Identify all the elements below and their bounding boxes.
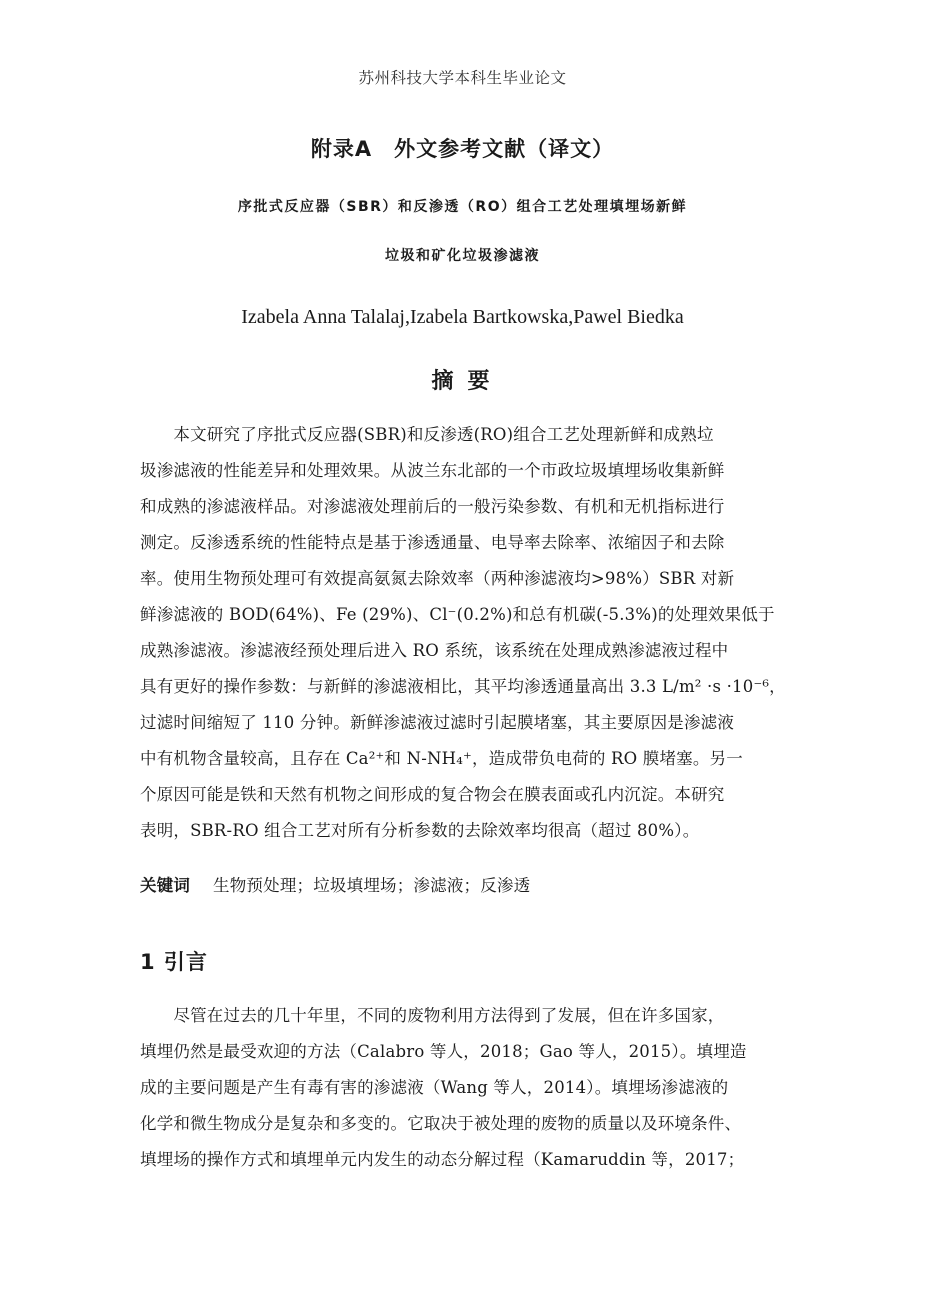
abstract-line: 鲜渗滤液的 BOD(64%)、Fe (29%)、Cl⁻(0.2%)和总有机碳(-5.3%)的处理效果低于 [140,605,775,624]
intro-line: 尽管在过去的几十年里，不同的废物利用方法得到了发展，但在许多国家， [140,1006,725,1025]
paper-title-line-2: 垃圾和矿化垃圾渗滤液 [385,248,540,264]
keywords-label: 关键词 [140,876,191,895]
abstract-line: 本文研究了序批式反应器(SBR)和反渗透(RO)组合工艺处理新鲜和成熟垃 [140,425,714,444]
abstract-line: 个原因可能是铁和天然有机物之间形成的复合物会在膜表面或孔内沉淀。本研究 [140,785,725,804]
abstract-line: 具有更好的操作参数：与新鲜的渗滤液相比，其平均渗透通量高出 3.3 L/m² ·s ·10⁻⁶， [140,677,786,696]
intro-line: 成的主要问题是产生有毒有害的渗滤液（Wang 等人，2014）。填埋场渗滤液的 [140,1078,729,1097]
abstract-line: 中有机物含量较高，且存在 Ca²⁺和 N-NH₄⁺，造成带负电荷的 RO 膜堵塞。另一 [140,749,743,768]
page-header: 苏州科技大学本科生毕业论文 [358,69,567,87]
appendix-title: 附录A 外文参考文献（译文） [310,137,615,161]
abstract-line: 圾渗滤液的性能差异和处理效果。从波兰东北部的一个市政垃圾填埋场收集新鲜 [140,461,725,480]
abstract-line: 测定。反渗透系统的性能特点是基于渗透通量、电导率去除率、浓缩因子和去除 [140,533,725,552]
keywords-text: 生物预处理；垃圾填埋场；渗滤液；反渗透 [213,876,531,895]
abstract-heading: 摘要 [431,369,504,394]
intro-line: 化学和微生物成分是复杂和多变的。它取决于被处理的废物的质量以及环境条件、 [140,1114,742,1133]
abstract-line: 表明，SBR-RO 组合工艺对所有分析参数的去除效率均很高（超过 80%）。 [140,821,700,840]
authors: Izabela Anna Talalaj,Izabela Bartkowska,Pawel Biedka [241,306,684,328]
keywords-line [140,874,788,898]
section-heading: 1 引言 [140,950,208,974]
abstract-line: 率。使用生物预处理可有效提高氨氮去除效率（两种渗滤液均>98%）SBR 对新 [140,569,735,588]
abstract-line: 和成熟的渗滤液样品。对渗滤液处理前后的一般污染参数、有机和无机指标进行 [140,497,725,516]
intro-line: 填埋场的操作方式和填埋单元内发生的动态分解过程（Kamaruddin 等，2017； [140,1150,745,1169]
abstract-line: 成熟渗滤液。渗滤液经预处理后进入 RO 系统，该系统在处理成熟渗滤液过程中 [140,641,729,660]
intro-line: 填埋仍然是最受欢迎的方法（Calabro 等人，2018；Gao 等人，2015）。填埋造 [140,1042,747,1061]
paper-title-line-1: 序批式反应器（SBR）和反渗透（RO）组合工艺处理填埋场新鲜 [237,199,688,215]
abstract-line: 过滤时间缩短了 110 分钟。新鲜渗滤液过滤时引起膜堵塞，其主要原因是渗滤液 [140,713,735,732]
